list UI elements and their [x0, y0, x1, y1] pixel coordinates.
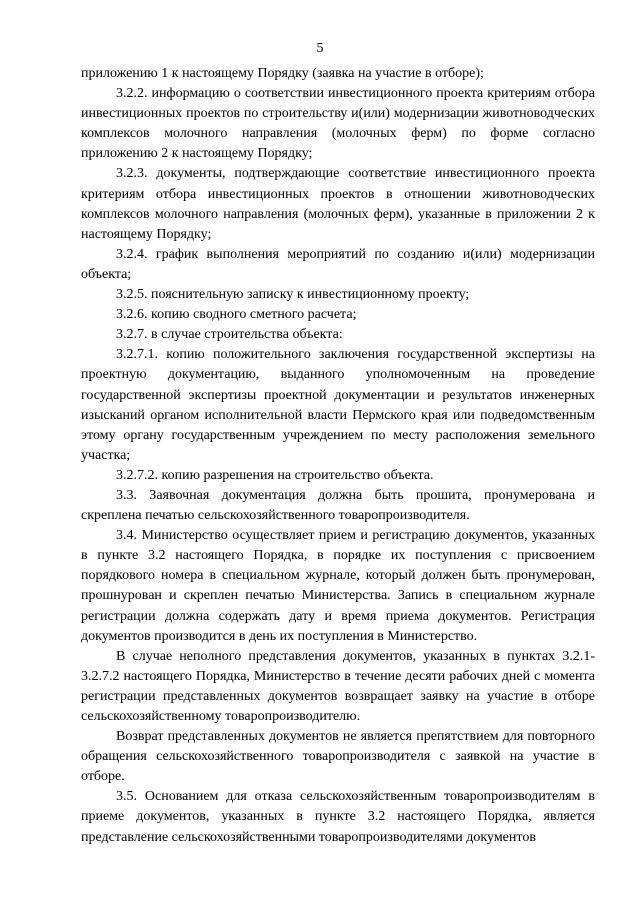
paragraph: 3.5. Основанием для отказа сельскохозяйственным товаропроизводителям в приеме документов, указанных в пункте 3.2 настоящего Порядка, является представление сельскохозяйственными товаропроизводителями документов — [81, 789, 595, 845]
paragraph: В случае неполного представления документов, указанных в пунктах 3.2.1-3.2.7.2 настоящего Порядка, Министерство в течение десяти рабочих дней с момента регистрации представленных документов возвращает заявку на участие в отборе сельскохозяйственному товаропроизводителю. — [81, 648, 595, 724]
paragraph: 3.2.7. в случае строительства объекта: — [116, 327, 343, 343]
paragraph: 3.2.6. копию сводного сметного расчета; — [116, 307, 357, 323]
paragraph: 3.2.2. информацию о соответствии инвестиционного проекта критериям отбора инвестиционных проектов по строительству и(или) модернизации животноводческих комплексов молочного направления (молочных ферм) по форме согласно приложению 2 к настоящему Порядку; — [81, 86, 595, 162]
paragraph: 3.3. Заявочная документация должна быть прошита, пронумерована и скреплена печатью сельскохозяйственного товаропроизводителя. — [81, 487, 595, 524]
paragraph: 3.2.3. документы, подтверждающие соответствие инвестиционного проекта критериям отбора инвестиционных проектов в отношении животноводческих комплексов молочного направления (молочных ферм), указанные в приложении 2 к настоящему Порядку; — [81, 166, 595, 242]
document-body — [81, 64, 595, 848]
paragraph: 3.2.5. пояснительную записку к инвестиционному проекту; — [116, 287, 470, 303]
paragraph: Возврат представленных документов не является препятствием для повторного обращения сельскохозяйственного товаропроизводителя с заявкой на участие в отборе. — [81, 729, 595, 785]
paragraph: 3.2.7.1. копию положительного заключения государственной экспертизы на проектную документацию, выданного уполномоченным на проведение государственной экспертизы проектной документации и результатов инженерных изысканий органом исполнительной власти Пермского края или подведомственным этому органу государственным учреждением по месту расположения земельного участка; — [81, 347, 595, 463]
paragraph: 3.4. Министерство осуществляет прием и регистрацию документов, указанных в пункте 3.2 настоящего Порядка, в порядке их поступления с присвоением порядкового номера в специальном журнале, который должен быть пронумерован, прошнурован и скреплен печатью Министерства. Запись в специальном журнале регистрации должна содержать дату и время приема документов. Регистрация документов производится в день их поступления в Министерство. — [81, 528, 595, 644]
page-number: 5 — [316, 41, 324, 56]
paragraph: 3.2.7.2. копию разрешения на строительство объекта. — [116, 467, 434, 483]
paragraph: приложению 1 к настоящему Порядку (заявка на участие в отборе); — [81, 66, 484, 81]
paragraph: 3.2.4. график выполнения мероприятий по созданию и(или) модернизации объекта; — [81, 246, 595, 282]
